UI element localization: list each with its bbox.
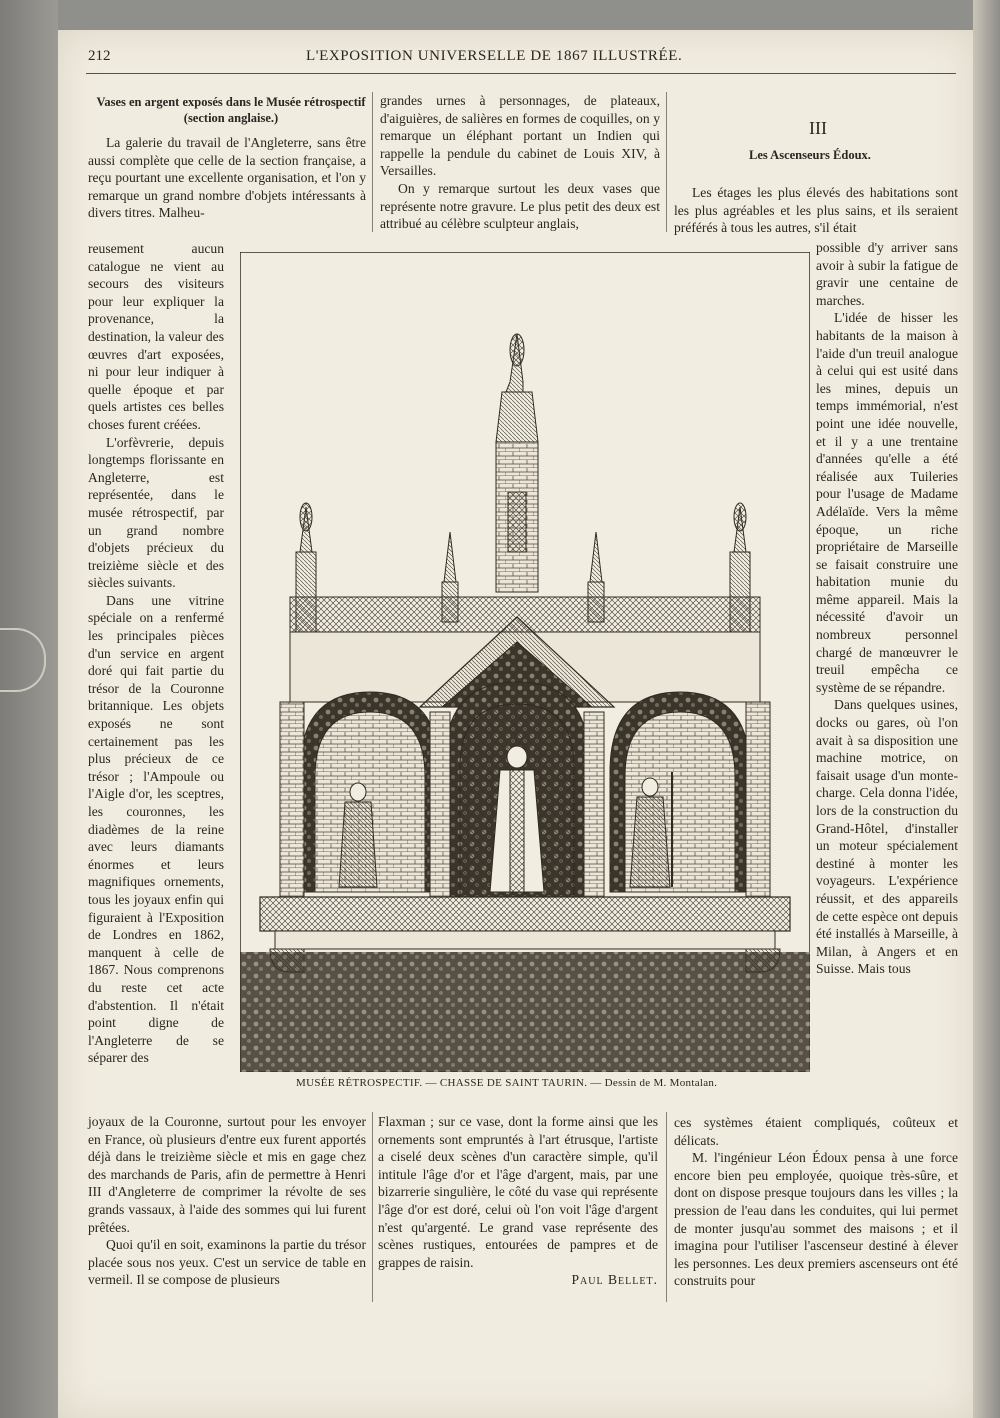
- col1-narrow-paragraph: reusement aucun catalogue ne vient au secours des visiteurs pour leur expliquer la provenance, la destination, la valeur des œuvres d'art exposées, ni pour leur indiquer à quelle époque et par quels artistes ces belles choses furent créées.: [88, 241, 224, 432]
- col1-intro-paragraph: La galerie du travail de l'Angleterre, sans être aussi complète que celle de la section française, a reçu pourtant une excellente organisation, et l'on y remarque un grand nombre d'objets intéressants à divers titres. Malheu-: [88, 135, 366, 221]
- shrine-base: [240, 897, 810, 1072]
- col1-intro: [88, 134, 366, 222]
- author-signature: Paul Bellet.: [571, 1272, 658, 1288]
- col3-narrow-paragraph: possible d'y arriver sans avoir à subir la fatigue de gravir une centaine de marches.: [816, 240, 958, 308]
- col2-vases-paragraph: On y remarque surtout les deux vases que représente notre gravure. Le plus petit des deux est attribué au célèbre sculpteur anglais,: [380, 180, 660, 232]
- section-number: III: [809, 118, 827, 138]
- col3-intro-paragraph: Les étages les plus élevés des habitations sont les plus agréables et les plus sains, et ils seraient préférés à tous les autres, s'il était: [674, 185, 958, 236]
- col2-urns-paragraph: grandes urnes à personnages, de plateaux, d'aiguières, de salières en formes de coquilles, on y remarque un éléphant portant un Indien qui rappelle la pendule du cabinet de Louis XIV, à Versailles.: [380, 93, 660, 179]
- col1-goldsmith-paragraph: L'orfèvrerie, depuis longtemps florissante en Angleterre, est représentée, dans le musée rétrospectif, par un grand nombre d'objets précieux du treizième siècle et des siècles suivants.: [88, 434, 224, 591]
- illustration-caption: MUSÉE RÉTROSPECTIF. — CHASSE DE SAINT TAURIN. — Dessin de M. Montalan.: [296, 1077, 718, 1089]
- col2-bottom-text: [378, 1113, 658, 1289]
- scan-background-left: [0, 0, 58, 1418]
- column-rule-2: [666, 92, 667, 232]
- column-rule-4: [666, 1112, 667, 1302]
- section-title: Les Ascenseurs Édoux.: [749, 148, 871, 162]
- scan-background-right: [973, 0, 1000, 1418]
- article-title: Vases en argent exposés dans le Musée rétrospectif (section anglaise.): [96, 95, 366, 125]
- column-rule-1: [372, 92, 373, 232]
- col3-bottom-text: [674, 1114, 958, 1290]
- col1-vitrine-paragraph: Dans une vitrine spéciale on a renfermé les principales pièces d'un service en argent doré qui fait partie du trésor de la Couronne britannique. Les objets exposés ne sont certainement pas les plus précieux de ce trésor ; l'Ampoule ou l'Aigle d'or, les sceptres, les couronnes, les diadèmes de la reine avec leurs diamants énormes et leurs magnifiques ornements, tous les joyaux enfin qui figuraient à l'Exposition de Londres en 1862, manquent à celle de 1867. Nous comprenons du reste cet acte d'abstention. Il n'était point digne de l'Angleterre de se séparer des: [88, 592, 224, 1066]
- col1-crown-paragraph: joyaux de la Couronne, surtout pour les envoyer en France, où plusieurs d'entre eux furent apportés déjà dans le treizième siècle et mis en gage chez des marchands de Paris, afin de permettre à Henri III d'Angleterre de comprimer la révolte de ses grands vassaux, à l'aide des sommes qui lui furent prêtées.: [88, 1114, 366, 1235]
- running-title: L'EXPOSITION UNIVERSELLE DE 1867 ILLUSTRÉE.: [306, 48, 683, 64]
- col1-narrow-text: [88, 240, 224, 1067]
- header-rule: [86, 73, 956, 74]
- col2-top-text: [380, 92, 660, 233]
- col3-narrow-text: [816, 239, 958, 978]
- author-signature-line: [378, 1271, 658, 1289]
- col3-factories-paragraph: Dans quelques usines, docks ou gares, où l'on avait à sa disposition une machine motrice, on faisait usage d'un monte-charge. Cela donna l'idée, lors de la construction du Grand-Hôtel, d'installer un moteur spécialement destiné à monter les voyageurs. L'expérience réussit, et des appareils de cette espèce ont depuis été installés à Marseille, à Milan, à Angers et en Suisse. Mais tous: [816, 697, 958, 977]
- col3-intro: [674, 184, 958, 237]
- col1-service-paragraph: Quoi qu'il en soit, examinons la partie du trésor placée sous nos yeux. C'est un service de table en vermeil. Il se compose de plusieurs: [88, 1237, 366, 1288]
- col1-bottom-text: [88, 1113, 366, 1289]
- col3-idea-paragraph: L'idée de hisser les habitants de la maison à l'aide d'un treuil analogue à celui qui est usité dans les mines, depuis un temps immémorial, n'est point une idée nouvelle, et il y a une trentaine d'années qu'elle a été réalisée aux Tuileries pour l'usage de Madame Adélaïde. Vers la même époque, un riche propriétaire de Marseille se faisait construire une habitation munie du même appareil. Mais la nécessité d'avoir un nombreux personnel chargé de manœuvrer le treuil empêcha ce système de se répandre.: [816, 310, 958, 695]
- shrine-engraving: [240, 252, 810, 1072]
- col2-flaxman-paragraph: Flaxman ; sur ce vase, dont la forme ainsi que les ornements sont empruntés à l'art étrusque, l'artiste a ciselé deux scènes d'un caractère simple, qu'il intitule l'âge d'or et l'âge d'argent, mais, par une bizarrerie singulière, le côté du vase qui représente l'âge d'or est doré, celui où l'on voit l'âge d'argent n'est qu'argenté. Le grand vase représente des scènes rustiques, entourées de pampres et de grappes de raisin.: [378, 1114, 658, 1270]
- col3-edoux-paragraph: M. l'ingénieur Léon Édoux pensa à une force encore bien peu employée, quoique très-sûre, et dont on dispose presque toujours dans les villes ; la pression de l'eau dans les conduites, qui lui permet de monter jusqu'au sommet des maisons ; et il imagina pour l'utiliser l'ascenseur destiné à élever les personnes. Les deux premiers ascenseurs ont été construits pour: [674, 1150, 958, 1289]
- col3-systems-paragraph: ces systèmes étaient compliqués, coûteux et délicats.: [674, 1115, 958, 1148]
- column-rule-3: [372, 1112, 373, 1302]
- page-number: 212: [88, 48, 111, 64]
